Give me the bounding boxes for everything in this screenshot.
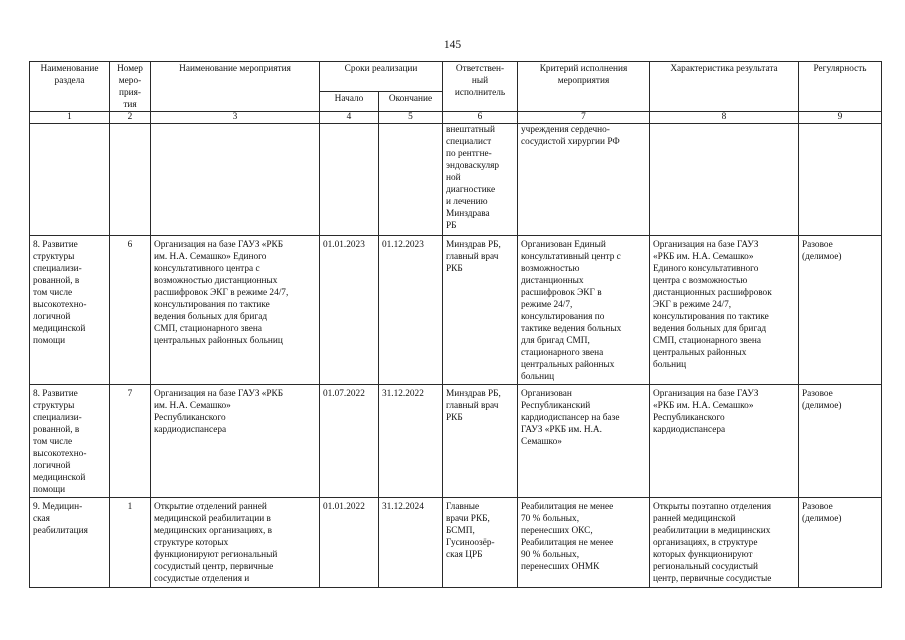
cell-end <box>379 236 443 385</box>
column-number: 9 <box>799 112 882 124</box>
column-number: 5 <box>379 112 443 124</box>
start-text: 01.01.2023 <box>323 240 365 250</box>
cell-responsible <box>443 498 518 588</box>
cell-section <box>30 385 110 498</box>
cell-activity <box>151 498 320 588</box>
cell-section <box>30 236 110 385</box>
cell-responsible <box>443 385 518 498</box>
section-text: 8. Развитие структуры специализи- рованной, в том числе высокотехно- логичной медицинской помощи <box>33 240 87 346</box>
activities-table <box>29 61 882 588</box>
header-start: Начало <box>320 92 379 112</box>
column-number: 1 <box>30 112 110 124</box>
cell-criterion <box>518 498 650 588</box>
cell-regularity <box>799 385 882 498</box>
cell-number <box>110 124 151 236</box>
activity-text: Организация на базе ГАУЗ «РКБ им. Н.А. Семашко» Единого консультативного центра с возможностью дистанционных расшифровок ЭКГ в режиме 24/7, консультирования по тактике ведения больных для бригад СМП, стационарного звена центральных районных больниц <box>154 240 289 346</box>
number-text: 6 <box>127 240 133 250</box>
criterion-text: Реабилитация не менее 70 % больных, перенесших ОКС, Реабилитация не менее 90 % больных, перенесших ОНМК <box>521 502 614 572</box>
cell-start <box>320 498 379 588</box>
responsible-text: Минздрав РБ, главный врач РКБ <box>446 389 501 423</box>
end-text: 01.12.2023 <box>382 240 424 250</box>
result-text: Организация на базе ГАУЗ «РКБ им. Н.А. Семашко» Единого консультативного центра с возможностью дистанционных расшифровок ЭКГ в режиме 24/7, консультирования по тактике ведения больных для бригад СМП, стационарного звена центральных районных больниц <box>653 240 772 370</box>
cell-start <box>320 385 379 498</box>
cell-section <box>30 124 110 236</box>
criterion-text: Организован Республиканский кардиодиспансер на базе ГАУЗ «РКБ им. Н.А. Семашко» <box>521 389 620 447</box>
criterion-text: Организован Единый консультативный центр с возможностью дистанционных расшифровок ЭКГ в режиме 24/7, консультирования по тактике ведения больных для бригад СМП, стационарного звена центральных районных больниц <box>521 240 622 382</box>
header-number: Номер меро- прия- тия <box>110 62 151 112</box>
header-responsible: Ответствен- ный исполнитель <box>443 62 518 112</box>
number-text: 1 <box>127 502 133 512</box>
section-text: 9. Медицин- ская реабилитация <box>33 502 88 536</box>
cell-responsible: внештатный специалист по рентгне- эндоваскуляр ной диагностике и лечению Минздрава РБ <box>443 124 518 236</box>
header-period: Сроки реализации <box>320 62 443 92</box>
cell-regularity <box>799 236 882 385</box>
header-end: Окончание <box>379 92 443 112</box>
header-row <box>30 62 882 92</box>
responsible-text: Главные врачи РКБ, БСМП, Гусиноозёр- ская ЦРБ <box>446 502 495 560</box>
header-activity: Наименование мероприятия <box>151 62 320 112</box>
page-number: 145 <box>443 39 462 51</box>
cell-responsible <box>443 236 518 385</box>
cell-end <box>379 498 443 588</box>
activity-text: Открытие отделений ранней медицинской реабилитации в медицинских организациях, в структуре которых функционируют региональный сосудистый центр, первичные сосудистые отделения и <box>154 502 278 584</box>
cell-section <box>30 498 110 588</box>
cell-regularity <box>799 124 882 236</box>
header-regularity: Регулярность <box>799 62 882 112</box>
cell-result <box>650 124 799 236</box>
cell-number <box>110 498 151 588</box>
cell-number <box>110 236 151 385</box>
column-number: 8 <box>650 112 799 124</box>
table-row <box>30 236 882 385</box>
cell-result <box>650 385 799 498</box>
column-number: 7 <box>518 112 650 124</box>
column-number: 2 <box>110 112 151 124</box>
table-row <box>30 124 882 236</box>
number-text: 7 <box>127 389 133 399</box>
end-text: 31.12.2024 <box>382 502 424 512</box>
header-section: Наименование раздела <box>30 62 110 112</box>
responsible-text: Минздрав РБ, главный врач РКБ <box>446 240 501 274</box>
cell-result <box>650 498 799 588</box>
cell-regularity <box>799 498 882 588</box>
regularity-text: Разовое (делимое) <box>802 389 842 411</box>
table-row <box>30 385 882 498</box>
cell-criterion <box>518 236 650 385</box>
column-number: 4 <box>320 112 379 124</box>
cell-result <box>650 236 799 385</box>
column-number-row <box>30 112 882 124</box>
header-criterion: Критерий исполнения мероприятия <box>518 62 650 112</box>
cell-activity <box>151 236 320 385</box>
cell-end <box>379 385 443 498</box>
table-row <box>30 498 882 588</box>
cell-criterion: учреждения сердечно- сосудистой хирургии РФ <box>518 124 650 236</box>
cell-number <box>110 385 151 498</box>
cell-criterion <box>518 385 650 498</box>
cell-end <box>379 124 443 236</box>
cell-start <box>320 236 379 385</box>
start-text: 01.07.2022 <box>323 389 365 399</box>
start-text: 01.01.2022 <box>323 502 365 512</box>
end-text: 31.12.2022 <box>382 389 424 399</box>
column-number: 6 <box>443 112 518 124</box>
cell-activity <box>151 124 320 236</box>
activity-text: Организация на базе ГАУЗ «РКБ им. Н.А. Семашко» Республиканского кардиодиспансера <box>154 389 284 435</box>
regularity-text: Разовое (делимое) <box>802 240 842 262</box>
cell-start <box>320 124 379 236</box>
result-text: Организация на базе ГАУЗ «РКБ им. Н.А. Семашко» Республиканского кардиодиспансера <box>653 389 759 435</box>
header-result: Характеристика результата <box>650 62 799 112</box>
cell-activity <box>151 385 320 498</box>
result-text: Открыты поэтапно отделения ранней медицинской реабилитации в медицинских организациях, в структуре которых функционируют региональный сосудистый центр, первичные сосудистые <box>653 502 772 584</box>
regularity-text: Разовое (делимое) <box>802 502 842 524</box>
section-text: 8. Развитие структуры специализи- рованной, в том числе высокотехно- логичной медицинской помощи <box>33 389 87 495</box>
column-number: 3 <box>151 112 320 124</box>
